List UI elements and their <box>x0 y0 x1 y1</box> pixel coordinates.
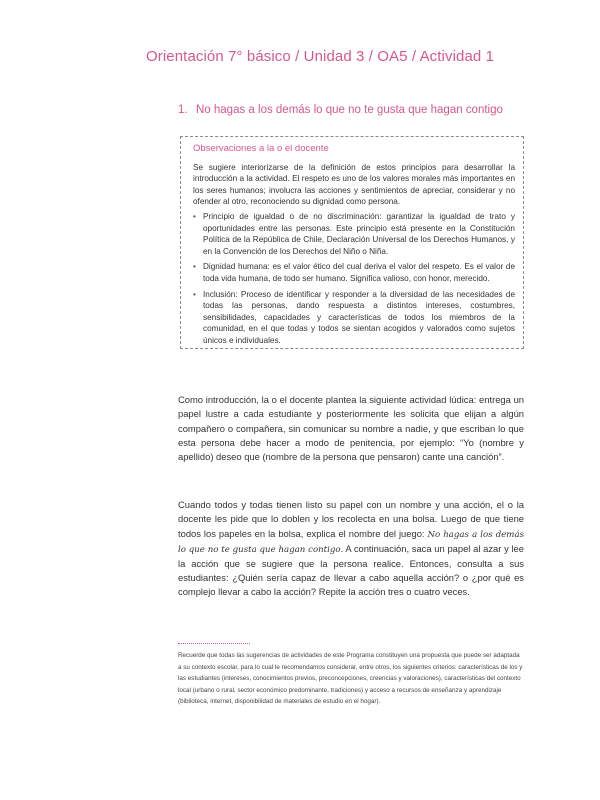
observations-item <box>193 261 515 284</box>
page-header: Orientación 7° básico / Unidad 3 / OA5 / Actividad 1 <box>146 48 495 65</box>
footnote: Recuerde que todas las sugerencias de actividades de este Programa constituyen una propuesta que puede ser adaptada a su contexto escolar, para lo cual le recomendamos considerar, entre otros, los siguientes criterios: características de los y las estudiantes (intereses, conocimientos previos, preconcepciones, creencias y valoraciones), características del contexto local (urbano o rural, sector económico predominante, tradiciones) y acceso a recursos de enseñanza y aprendizaje (biblioteca, internet, disponibilidad de materiales de estudio en el hogar). <box>178 652 523 705</box>
game-paragraph-part1: Cuando todos y todas tienen listo su papel con un nombre y una acción, el o la docente les pide que lo doblen y los recolecta en una bolsa. Luego de que tiene todos los papeles en la bolsa, explica el nombre del juego: <box>178 499 524 539</box>
bullet-icon: • <box>193 211 196 221</box>
observations-item-text: Dignidad humana: es el valor ético del cual deriva el valor del respeto. Es el valor de toda vida humana, de todo ser humano. Significa valioso, con honor, merecido. <box>203 262 515 283</box>
observations-item <box>193 289 515 347</box>
intro-paragraph: Como introducción, la o el docente plantea la siguiente actividad lúdica: entrega un papel lustre a cada estudiante y posteriormente les solicita que elijan a algún compañero o compañera, sin comunicar su nombre a nadie, y que escriban lo que esta persona debe hacer a modo de penitencia, por ejemplo: “Yo (nombre y apellido) deseo que (nombre de la persona que pensaron) cante una canción”. <box>178 394 524 462</box>
observations-intro: Se sugiere interiorizarse de la definición de estos principios para desarrollar la introducción a la actividad. El respeto es uno de los valores morales más importantes en los seres humanos; involucra las acciones y sentimientos de apreciar, considerar y no ofender al otro, reconociendo su dignidad como persona. <box>193 162 515 207</box>
observations-box <box>180 136 524 349</box>
game-paragraph-part2: . A continuación, saca un papel al azar y lee la acción que se sugiere que la persona realice. Entonces, consulta a sus estudiantes: ¿Quién sería capaz de llevar a cabo aquella acción? o ¿por qué es complejo llevar a cabo la acción? Repite la acción tres o cuatro veces. <box>178 542 524 597</box>
section-number: 1. <box>178 104 188 116</box>
footnote-divider <box>178 643 250 644</box>
observations-item <box>193 211 515 257</box>
observations-item-text: Inclusión: Proceso de identificar y responder a la diversidad de las necesidades de todas las personas, dando respuesta a distintos intereses, costumbres, sensibilidades, capacidades y características de todos los miembros de la comunidad, en el que todas y todos se sientan acogidos y valorados como sujetos únicos e individuales. <box>203 289 515 345</box>
section-title-text: No hagas a los demás lo que no te gusta que hagan contigo <box>196 104 503 116</box>
game-name: No hagas a los demás lo que no te gusta que hagan contigo <box>178 529 524 555</box>
game-paragraph <box>178 498 524 599</box>
bullet-icon: • <box>193 289 196 299</box>
observations-item-text: Principio de igualdad o de no discriminación: garantizar la igualdad de trato y oportunidades entre las personas. Este principio está presente en la Constitución Política de la República de Chile, Declaración Universal de los Derechos Humanos, y en la Convención de los Derechos del Niño o Niña. <box>203 211 515 256</box>
section-title <box>178 104 503 116</box>
observations-list <box>193 211 515 347</box>
bullet-icon: • <box>193 262 196 272</box>
observations-title: Observaciones a la o el docente <box>193 143 329 154</box>
